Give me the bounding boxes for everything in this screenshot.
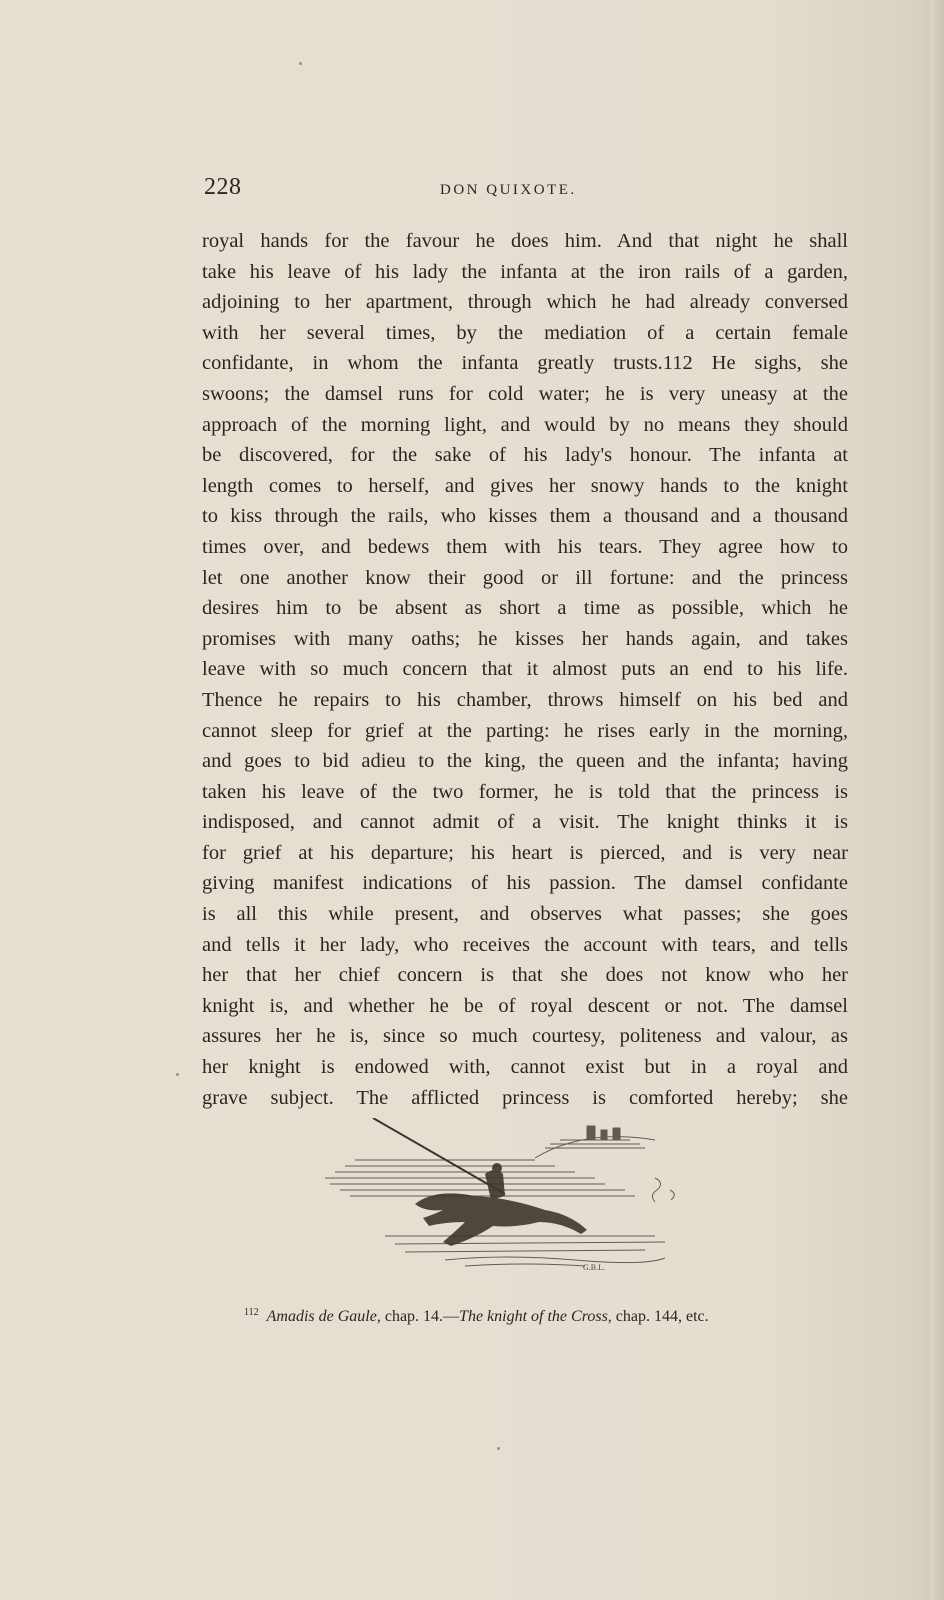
footnote-ref-2: chap. 144, etc. xyxy=(611,1308,709,1325)
text-line: and tells it her lady, who receives the account with tears, and tells xyxy=(202,933,848,956)
text-line: swoons; the damsel runs for cold water; he is very uneasy at the xyxy=(202,382,848,405)
engraving-illustration xyxy=(325,1118,695,1278)
text-line: is all this while present, and observes what passes; she goes xyxy=(202,903,848,926)
text-line: taken his leave of the two former, he is told that the princess is xyxy=(202,780,848,803)
text-line: for grief at his departure; his heart is pierced, and is very near xyxy=(202,841,848,864)
running-title: DON QUIXOTE. xyxy=(440,182,577,198)
paper-speck xyxy=(497,1447,500,1450)
text-line: times over, and bedews them with his tears. They agree how to xyxy=(202,535,848,558)
text-line: with her several times, by the mediation of a certain female xyxy=(202,321,848,344)
footnote-marker: 112 xyxy=(244,1307,259,1318)
page-number: 228 xyxy=(204,174,242,200)
footnote-title-1: Amadis de Gaule, xyxy=(266,1308,381,1325)
text-line: cannot sleep for grief at the parting: he rises early in the morning, xyxy=(202,719,848,742)
text-line: length comes to herself, and gives her snowy hands to the knight xyxy=(202,474,848,497)
paper-speck xyxy=(176,1073,179,1076)
footnote-ref-1: chap. 14.— xyxy=(380,1308,460,1325)
body-text xyxy=(202,226,848,1113)
text-line: and goes to bid adieu to the king, the queen and the infanta; having xyxy=(202,750,848,773)
engraver-signature: G.B.L. xyxy=(583,1263,605,1272)
footnote xyxy=(244,1303,804,1327)
text-line: Thence he repairs to his chamber, throws himself on his bed and xyxy=(202,688,848,711)
text-line: leave with so much concern that it almost puts an end to his life. xyxy=(202,658,848,681)
text-line: indisposed, and cannot admit of a visit. The knight thinks it is xyxy=(202,811,848,834)
text-line: giving manifest indications of his passion. The damsel confidante xyxy=(202,872,848,895)
paper-speck xyxy=(299,62,302,65)
text-line: let one another know their good or ill fortune: and the princess xyxy=(202,566,848,589)
text-line: desires him to be absent as short a time as possible, which he xyxy=(202,597,848,620)
text-line: approach of the morning light, and would by no means they should xyxy=(202,413,848,436)
text-line: grave subject. The afflicted princess is comforted hereby; she xyxy=(202,1086,848,1109)
text-line: knight is, and whether he be of royal descent or not. The damsel xyxy=(202,994,848,1017)
running-head xyxy=(204,174,844,204)
text-line: confidante, in whom the infanta greatly trusts.112 He sighs, she xyxy=(202,352,848,375)
text-line: assures her he is, since so much courtesy, politeness and valour, as xyxy=(202,1025,848,1048)
text-line: be discovered, for the sake of his lady's honour. The infanta at xyxy=(202,444,848,467)
text-line: promises with many oaths; he kisses her hands again, and takes xyxy=(202,627,848,650)
text-line: to kiss through the rails, who kisses them a thousand and a thousand xyxy=(202,505,848,528)
footnote-title-2: The knight of the Cross, xyxy=(459,1308,612,1325)
text-line: take his leave of his lady the infanta at the iron rails of a garden, xyxy=(202,260,848,283)
text-line: her that her chief concern is that she does not know who her xyxy=(202,964,848,987)
text-line: adjoining to her apartment, through which he had already conversed xyxy=(202,291,848,314)
knight-riding-engraving xyxy=(325,1118,695,1278)
text-line: her knight is endowed with, cannot exist but in a royal and xyxy=(202,1056,848,1079)
page-edge xyxy=(930,0,944,1600)
text-line: royal hands for the favour he does him. And that night he shall xyxy=(202,230,848,252)
